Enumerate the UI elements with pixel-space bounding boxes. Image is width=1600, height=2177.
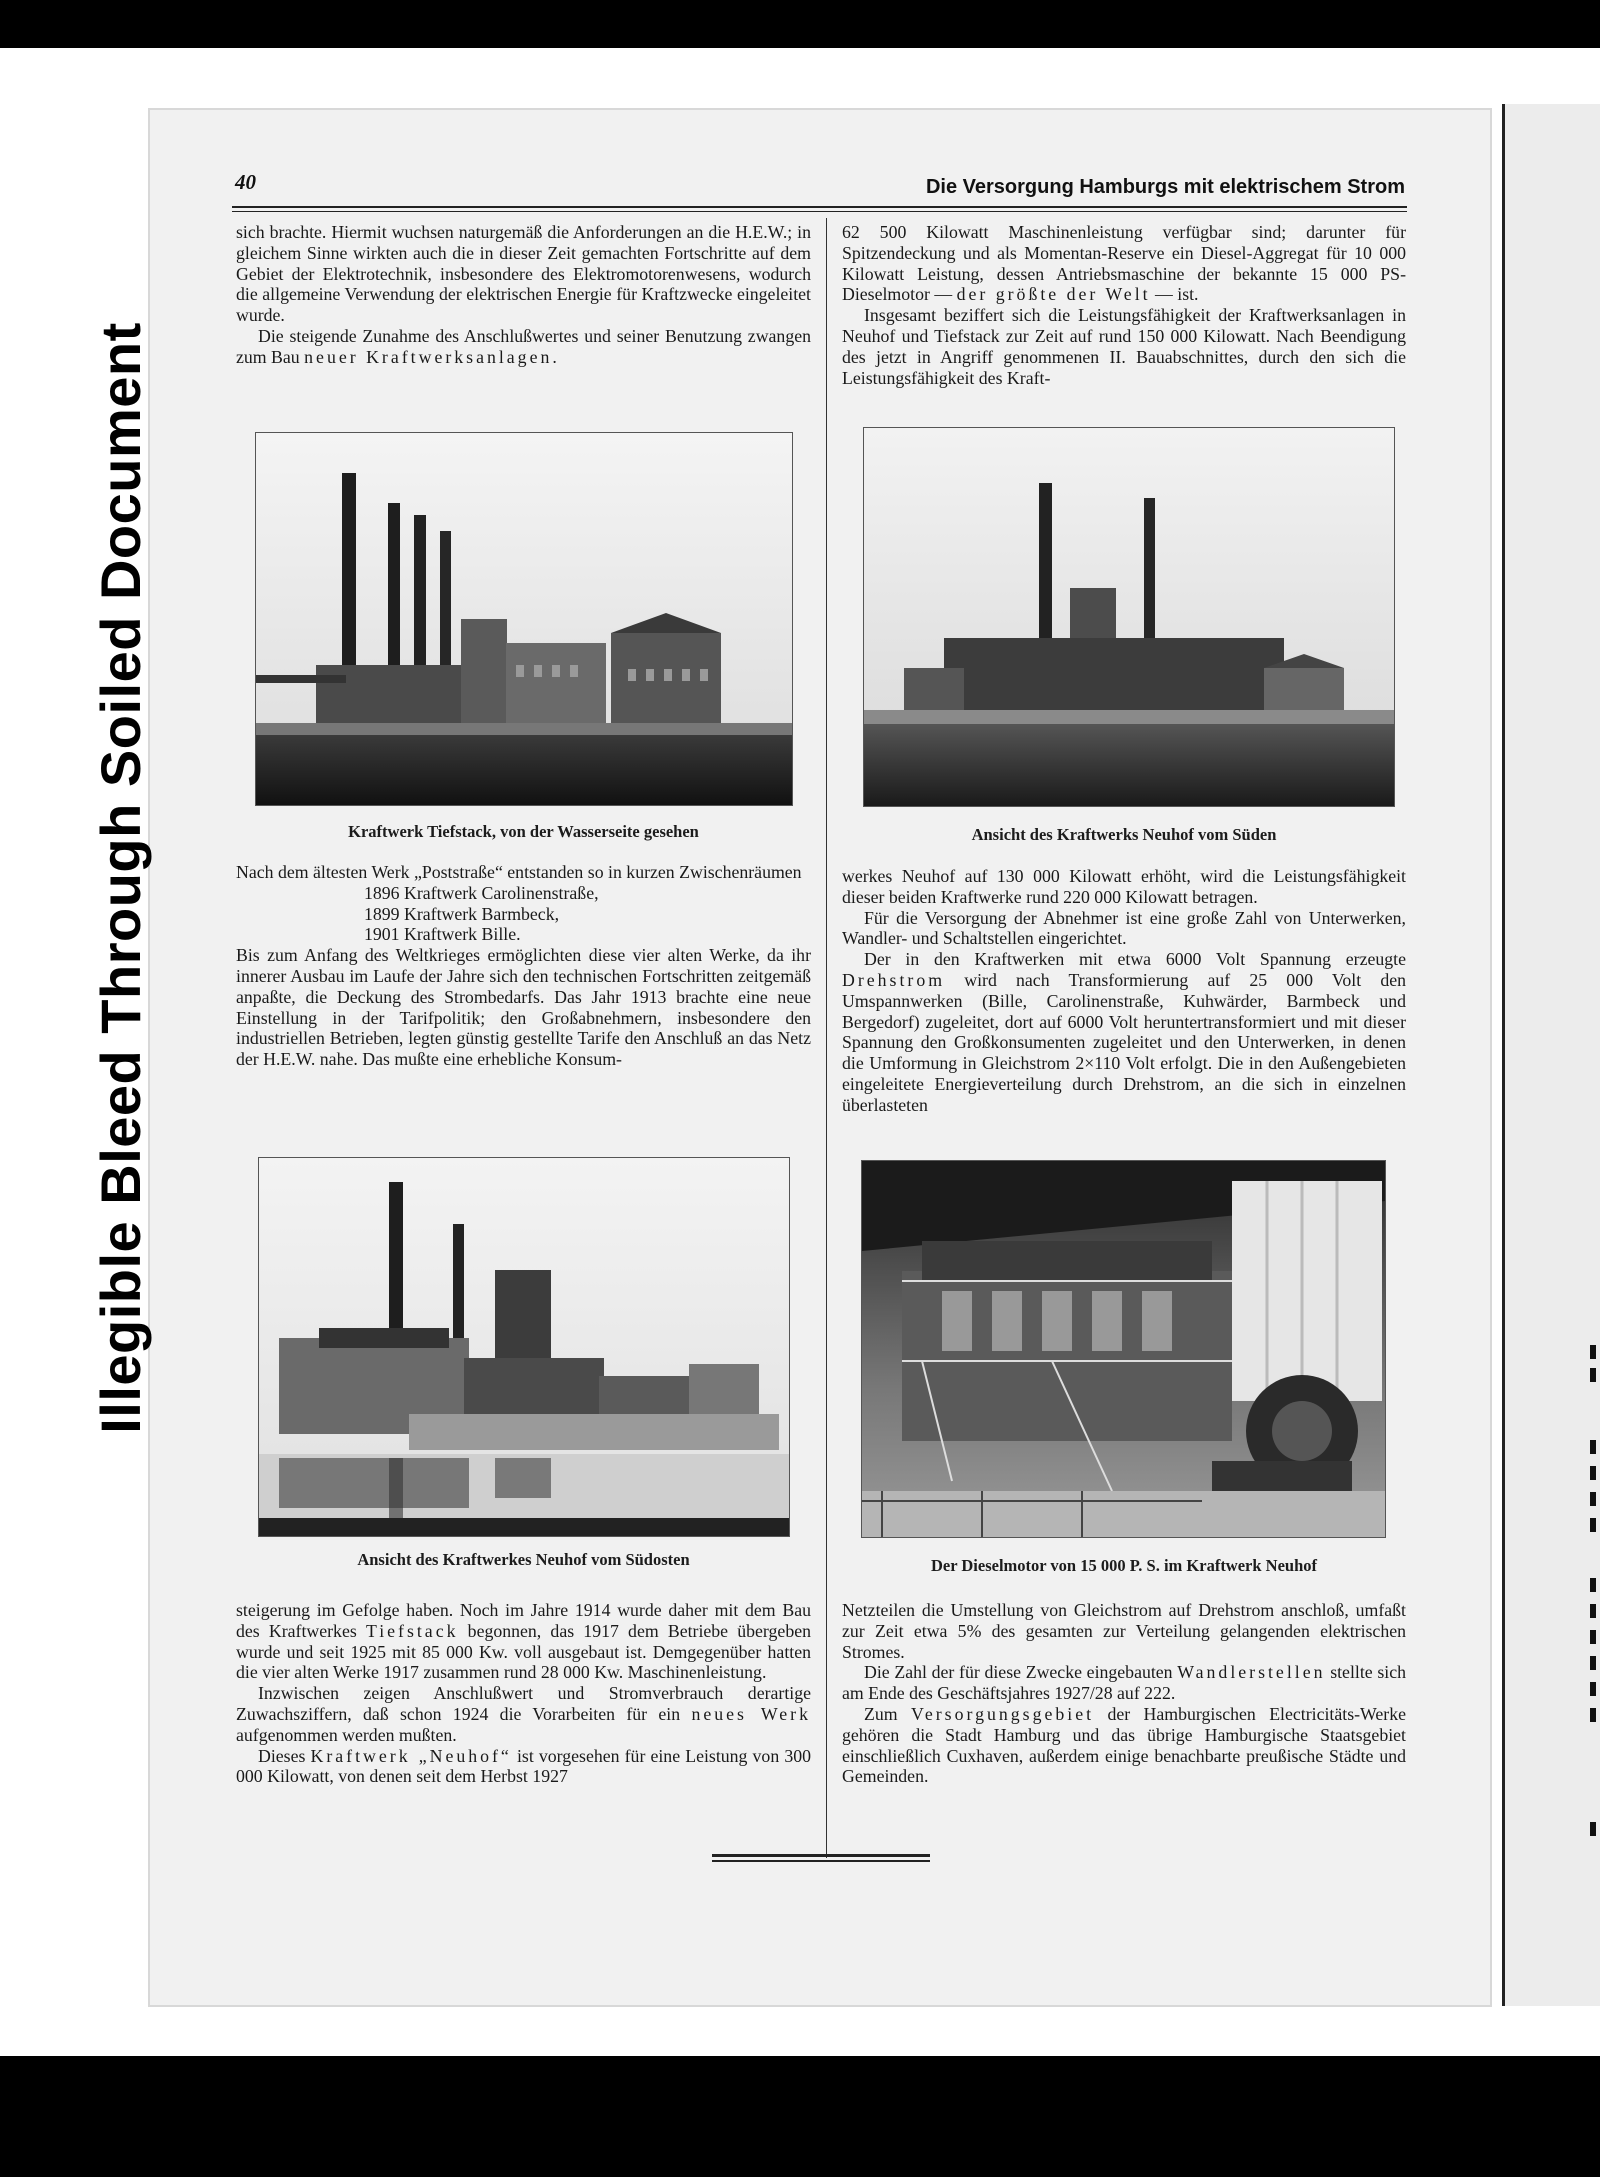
scan-border-bottom [0,2056,1600,2177]
paragraph: Der in den Kraftwerken mit etwa 6000 Volt Spannung erzeugte Drehstrom wird nach Transformierung auf 25 000 Volt den Umspannwerken (Bille, Carolinenstraße, Kuhwärder, Barmbeck und Bergedorf) zugeleitet, dort auf 6000 Volt heruntertransformiert und mit dieser Spannung den Großkonsumenten zugeleitet und den Unterwerken, in denen die Umformung in Gleichstrom 2×110 Volt erfolgt. Die in den Außengebieten eingeleitete Energieverteilung durch Drehstrom, an die sich in einzelnen überlasteten [842,949,1406,1115]
bleed-mark [1590,1656,1596,1670]
bleed-mark [1590,1630,1596,1644]
header-rule [232,211,1407,212]
paragraph: 62 500 Kilowatt Maschinenleistung verfügbar sind; darunter für Spitzendeckung und als Momentan-Reserve ein Diesel-Aggregat für 10 000 Kilowatt Leistung, dessen Antriebsmaschine der bekannte 15 000 PS-Dieselmotor — der größte der Welt — ist. [842,222,1406,305]
bleed-mark [1590,1682,1596,1696]
paragraph: Die steigende Zunahme des Anschlußwertes und seiner Benutzung zwangen zum Bau neuer Kraftwerksanlagen. [236,325,811,367]
spaced-emphasis: Versorgungsgebiet [911,1703,1095,1724]
paragraph: werkes Neuhof auf 130 000 Kilowatt erhöht, wird die Leistungsfähigkeit dieser beiden Kraftwerke rund 220 000 Kilowatt betragen. [842,866,1406,907]
header-rule [232,206,1407,208]
photo-kraftwerk-neuhof-sueden [863,427,1395,807]
running-title: Die Versorgung Hamburgs mit elektrischem Strom [925,176,1405,198]
closing-rule [712,1860,930,1862]
bleed-mark [1590,1708,1596,1722]
adjacent-page-edge [1502,104,1600,2006]
text-block-right-bottom [842,1600,1406,1787]
spaced-emphasis: Tiefstack [365,1620,459,1641]
photo-dieselmotor [861,1160,1386,1538]
paragraph: Für die Versorgung der Abnehmer ist eine große Zahl von Unterwerken, Wandler- und Schaltstellen eingerichtet. [842,907,1406,949]
list-item: 1901 Kraftwerk Bille. [364,924,521,945]
bleed-mark [1590,1822,1596,1836]
paragraph: sich brachte. Hiermit wuchsen naturgemäß die Anforderungen an die H.E.W.; in gleichem Sinne wirkten auch die in dieser Zeit gemachten Fortschritte auf dem Gebiet der Elektrotechnik, insbesondere des Elektromotorenwesens, wodurch die allgemeine Verwendung der elektrischen Energie für Kraftzwecke eingeleitet wurde. [236,222,811,326]
list-item: 1896 Kraftwerk Carolinenstraße, [364,882,599,903]
page-number: 40 [235,170,256,194]
text-block-left-middle [236,862,811,1070]
bleed-mark [1590,1368,1596,1382]
paragraph: Die Zahl der für diese Zwecke eingebauten Wandlerstellen stellte sich am Ende des Geschäftsjahres 1927/28 auf 222. [842,1662,1406,1704]
bleed-mark [1590,1345,1596,1359]
spaced-emphasis: Drehstrom [842,969,946,990]
spaced-emphasis: Kraftwerk „Neuhof“ [310,1745,512,1766]
quality-stamp-text: Illegible Bleed Through Soiled Document [89,322,152,1434]
spaced-emphasis: neuer Kraftwerksanlagen. [304,346,560,367]
text-block-right-top [842,222,1406,388]
column-divider [826,218,827,1858]
paragraph: Netzteilen die Umstellung von Gleichstrom auf Drehstrom anschloß, umfaßt zur Zeit etwa 5% des gesamten zur Verteilung gelangenden elektrischen Stromes. [842,1600,1406,1662]
paragraph: Inzwischen zeigen Anschlußwert und Stromverbrauch derartige Zuwachsziffern, daß schon 1924 die Vorarbeiten für ein neues Werk aufgenommen werden mußten. [236,1683,811,1745]
caption-neuhof-suedosten: Ansicht des Kraftwerkes Neuhof vom Südosten [357,1550,690,1569]
paragraph: Dieses Kraftwerk „Neuhof“ ist vorgesehen für eine Leistung von 300 000 Kilowatt, von denen seit dem Herbst 1927 [236,1745,812,1787]
text-block-right-middle [842,866,1406,1116]
text-block-left-bottom [236,1600,811,1787]
bleed-mark [1590,1518,1596,1532]
paragraph: Bis zum Anfang des Weltkrieges ermöglichten diese vier alten Werke, da ihr innerer Ausbau im Laufe der Jahre sich den technischen Fortschritten zeitgemäß anpaßte, die Deckung des Strombedarfs. Das Jahr 1913 brachte eine neue Einstellung in der Tarifpolitik; den Großabnehmern, insbesondere den industriellen Betrieben, legten günstig gestellte Tarife den Anschluß an das Netz der H.E.W. nahe. Das mußte eine erhebliche Konsum- [236,945,811,1070]
bleed-mark [1590,1578,1596,1592]
spaced-emphasis: der größte der Welt [956,284,1151,305]
scan-border-top [0,0,1600,48]
bleed-mark [1590,1604,1596,1618]
spaced-emphasis: neues Werk [691,1703,811,1724]
caption-dieselmotor: Der Dieselmotor von 15 000 P. S. im Kraftwerk Neuhof [930,1556,1318,1575]
closing-rule [712,1854,930,1857]
caption-neuhof-sueden: Ansicht des Kraftwerks Neuhof vom Süden [971,825,1277,844]
photo-kraftwerk-neuhof-suedosten [258,1157,790,1537]
quality-stamp [88,228,154,1528]
text-block-left-top [236,222,811,368]
paragraph: Nach dem ältesten Werk „Poststraße“ entstanden so in kurzen Zwischenräumen [236,862,802,882]
paragraph: Insgesamt beziffert sich die Leistungsfähigkeit der Kraftwerksanlagen in Neuhof und Tiefstack zur Zeit auf rund 150 000 Kilowatt. Nach Beendigung des jetzt in Angriff genommenen II. Bauabschnittes, durch den sich die Leistungsfähigkeit des Kraft- [842,305,1406,388]
spaced-emphasis: Wandlerstellen [1177,1662,1326,1683]
paragraph: Zum Versorgungsgebiet der Hamburgischen Electricitäts-Werke gehören die Stadt Hamburg und das übrige Hamburgische Staatsgebiet einschließlich Cuxhaven, außerdem einige benachbarte preußische Städte und Gemeinden. [842,1703,1406,1787]
photo-kraftwerk-tiefstack [255,432,793,806]
paragraph: steigerung im Gefolge haben. Noch im Jahre 1914 wurde daher mit dem Bau des Kraftwerkes Tiefstack begonnen, das 1917 dem Betriebe übergeben wurde und seit 1925 mit 85 000 Kw. voll ausgebaut ist. Demgegenüber hatten die vier alten Werke 1917 zusammen rund 28 000 Kw. Maschinenleistung. [236,1600,811,1683]
bleed-mark [1590,1492,1596,1506]
list-item: 1899 Kraftwerk Barmbeck, [364,903,560,924]
caption-tiefstack: Kraftwerk Tiefstack, von der Wasserseite gesehen [348,822,699,841]
bleed-mark [1590,1440,1596,1454]
bleed-mark [1590,1466,1596,1480]
